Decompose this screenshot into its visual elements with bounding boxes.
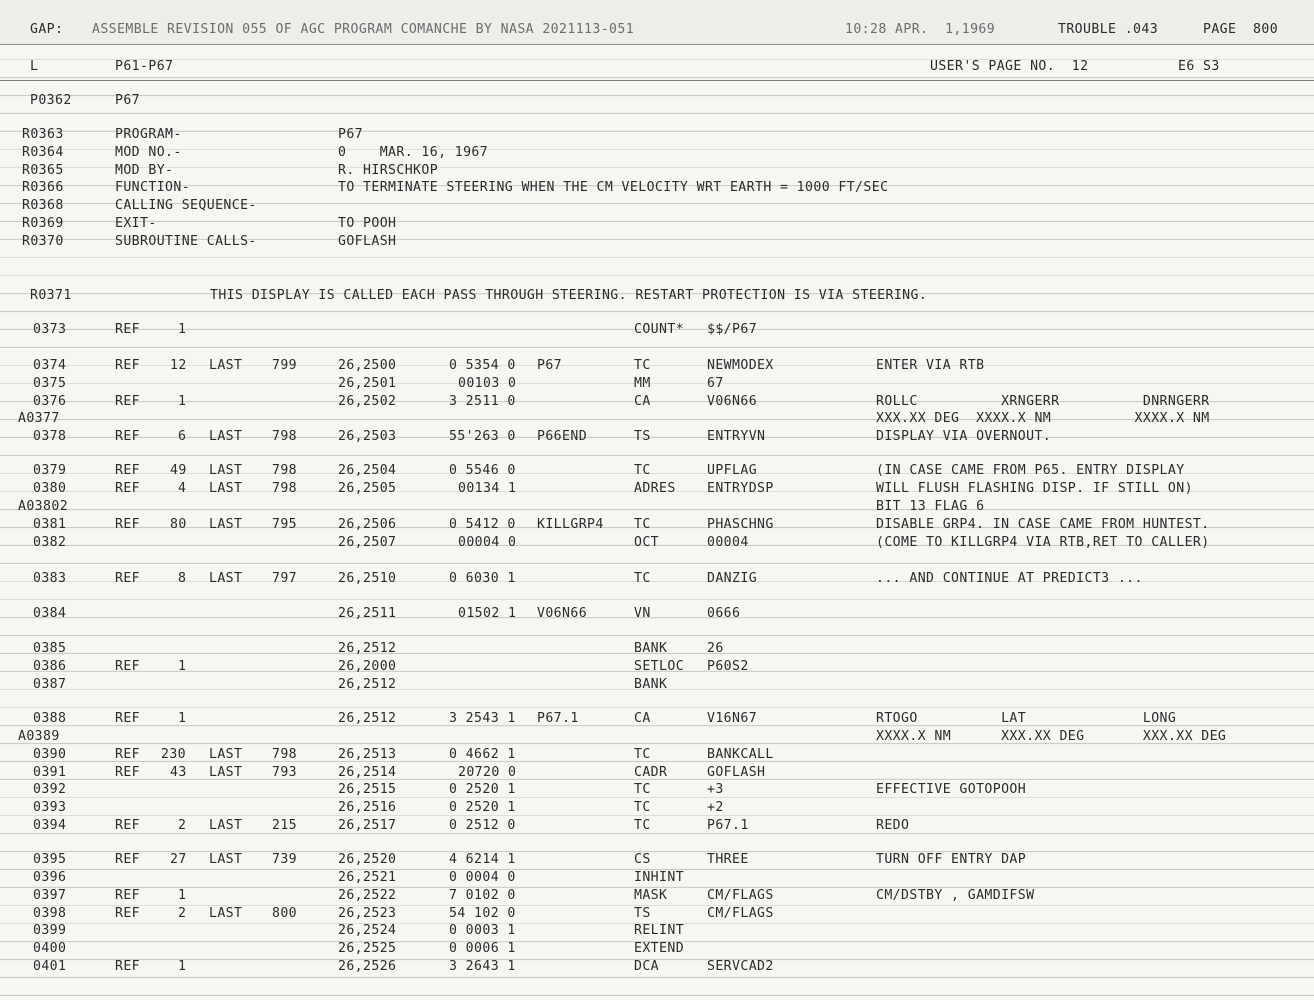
row-opcode: BANK xyxy=(634,677,668,692)
row-ref-marker: REF xyxy=(115,358,141,373)
row-last-page: 215 xyxy=(272,818,298,833)
program-info-id: R0370 xyxy=(22,234,64,249)
row-operand: NEWMODEX xyxy=(707,358,774,373)
row-address: 26,2521 xyxy=(338,870,397,885)
row-opcode: COUNT* xyxy=(634,322,685,337)
row-ref-count: 80 xyxy=(170,517,187,532)
program-info-label: PROGRAM- xyxy=(115,127,182,142)
row-opcode: TS xyxy=(634,429,651,444)
row-line-number: 0385 xyxy=(33,641,67,656)
row-line-number: 0401 xyxy=(33,959,67,974)
row-operand: PHASCHNG xyxy=(707,517,774,532)
row-opcode: ADRES xyxy=(634,481,676,496)
row-opcode: CA xyxy=(634,711,651,726)
row-address: 26,2513 xyxy=(338,747,397,762)
program-info-label: EXIT- xyxy=(115,216,157,231)
row-line-number: A0389 xyxy=(18,729,60,744)
row-line-number: 0393 xyxy=(33,800,67,815)
row-line-number: 0380 xyxy=(33,481,67,496)
row-line-number: 0387 xyxy=(33,677,67,692)
row-opcode: EXTEND xyxy=(634,941,685,956)
row-ref-marker: REF xyxy=(115,959,141,974)
row-line-number: 0388 xyxy=(33,711,67,726)
row-last-marker: LAST xyxy=(209,358,243,373)
row-ref-count: 43 xyxy=(170,765,187,780)
row-ref-marker: REF xyxy=(115,463,141,478)
row-ref-marker: REF xyxy=(115,852,141,867)
row-ref-count: 1 xyxy=(178,322,187,337)
row-address: 26,2523 xyxy=(338,906,397,921)
row-line-number: 0384 xyxy=(33,606,67,621)
row-operand: DANZIG xyxy=(707,571,758,586)
row-address: 26,2522 xyxy=(338,888,397,903)
remark-id: R0371 xyxy=(30,288,72,303)
row-address: 26,2514 xyxy=(338,765,397,780)
row-operand: $$/P67 xyxy=(707,322,758,337)
row-comment: ... AND CONTINUE AT PREDICT3 ... xyxy=(876,571,1143,586)
row-line-number: 0400 xyxy=(33,941,67,956)
row-opcode: CA xyxy=(634,394,651,409)
row-last-marker: LAST xyxy=(209,818,243,833)
program-info-value: TO POOH xyxy=(338,216,397,231)
row-ref-count: 8 xyxy=(178,571,187,586)
row-object-code: 0 0003 1 xyxy=(449,923,516,938)
row-last-page: 799 xyxy=(272,358,298,373)
section-id: P0362 xyxy=(30,93,72,108)
row-comment: EFFECTIVE GOTOPOOH xyxy=(876,782,1027,797)
row-comment: RTOGO LAT LONG xyxy=(876,711,1177,726)
row-operand: BANKCALL xyxy=(707,747,774,762)
row-address: 26,2504 xyxy=(338,463,397,478)
row-address: 26,2517 xyxy=(338,818,397,833)
row-ref-marker: REF xyxy=(115,571,141,586)
header-page-number: PAGE 800 xyxy=(1203,22,1279,37)
row-ref-count: 1 xyxy=(178,394,187,409)
row-operand: GOFLASH xyxy=(707,765,766,780)
program-info-id: R0366 xyxy=(22,180,64,195)
row-operand: SERVCAD2 xyxy=(707,959,774,974)
row-line-number: 0397 xyxy=(33,888,67,903)
row-object-code: 0 0004 0 xyxy=(449,870,516,885)
row-comment: CM/DSTBY , GAMDIFSW xyxy=(876,888,1035,903)
program-info-value: GOFLASH xyxy=(338,234,397,249)
row-last-marker: LAST xyxy=(209,463,243,478)
row-object-code: 00134 1 xyxy=(458,481,517,496)
row-operand: THREE xyxy=(707,852,749,867)
row-line-number: A03802 xyxy=(18,499,69,514)
row-operand: 0666 xyxy=(707,606,741,621)
row-line-number: 0394 xyxy=(33,818,67,833)
row-comment: WILL FLUSH FLASHING DISP. IF STILL ON) xyxy=(876,481,1193,496)
row-operand: V16N67 xyxy=(707,711,758,726)
row-ref-marker: REF xyxy=(115,747,141,762)
row-object-code: 00004 0 xyxy=(458,535,517,550)
row-ref-marker: REF xyxy=(115,888,141,903)
section-name: P67 xyxy=(115,93,141,108)
row-last-page: 798 xyxy=(272,747,298,762)
row-last-page: 798 xyxy=(272,481,298,496)
program-info-value: TO TERMINATE STEERING WHEN THE CM VELOCITY WRT EARTH = 1000 FT/SEC xyxy=(338,180,889,195)
subheader-l-label: L xyxy=(30,59,39,74)
row-last-page: 798 xyxy=(272,429,298,444)
row-address: 26,2500 xyxy=(338,358,397,373)
row-line-number: 0386 xyxy=(33,659,67,674)
row-ref-marker: REF xyxy=(115,659,141,674)
program-info-label: FUNCTION- xyxy=(115,180,191,195)
row-object-code: 0 4662 1 xyxy=(449,747,516,762)
program-info-id: R0365 xyxy=(22,163,64,178)
row-address: 26,2524 xyxy=(338,923,397,938)
row-operand: ENTRYVN xyxy=(707,429,766,444)
row-line-number: 0378 xyxy=(33,429,67,444)
program-info-label: CALLING SEQUENCE- xyxy=(115,198,257,213)
row-label: KILLGRP4 xyxy=(537,517,604,532)
row-comment: ROLLC XRNGERR DNRNGERR xyxy=(876,394,1210,409)
row-comment: BIT 13 FLAG 6 xyxy=(876,499,985,514)
row-object-code: 20720 0 xyxy=(458,765,517,780)
row-address: 26,2511 xyxy=(338,606,397,621)
row-label: V06N66 xyxy=(537,606,588,621)
row-operand: +2 xyxy=(707,800,724,815)
row-opcode: RELINT xyxy=(634,923,685,938)
row-opcode: TC xyxy=(634,782,651,797)
row-ref-marker: REF xyxy=(115,517,141,532)
row-operand: 00004 xyxy=(707,535,749,550)
row-last-marker: LAST xyxy=(209,429,243,444)
row-last-marker: LAST xyxy=(209,747,243,762)
row-object-code: 0 2512 0 xyxy=(449,818,516,833)
row-ref-count: 1 xyxy=(178,659,187,674)
row-ref-count: 1 xyxy=(178,888,187,903)
row-comment: ENTER VIA RTB xyxy=(876,358,985,373)
row-ref-count: 2 xyxy=(178,818,187,833)
row-opcode: TC xyxy=(634,571,651,586)
row-address: 26,2501 xyxy=(338,376,397,391)
row-object-code: 01502 1 xyxy=(458,606,517,621)
row-line-number: 0398 xyxy=(33,906,67,921)
row-comment: (IN CASE CAME FROM P65. ENTRY DISPLAY xyxy=(876,463,1185,478)
row-object-code: 4 6214 1 xyxy=(449,852,516,867)
row-object-code: 3 2543 1 xyxy=(449,711,516,726)
header-title: ASSEMBLE REVISION 055 OF AGC PROGRAM COMANCHE BY NASA 2021113-051 xyxy=(92,22,635,37)
row-line-number: 0390 xyxy=(33,747,67,762)
row-opcode: CADR xyxy=(634,765,668,780)
row-comment: REDO xyxy=(876,818,910,833)
header-trouble: TROUBLE .043 xyxy=(1058,22,1159,37)
row-object-code: 00103 0 xyxy=(458,376,517,391)
program-info-label: MOD BY- xyxy=(115,163,174,178)
row-address: 26,2000 xyxy=(338,659,397,674)
row-last-marker: LAST xyxy=(209,481,243,496)
row-operand: CM/FLAGS xyxy=(707,906,774,921)
row-address: 26,2515 xyxy=(338,782,397,797)
subheader-divider xyxy=(0,80,1314,81)
row-last-page: 793 xyxy=(272,765,298,780)
row-ref-marker: REF xyxy=(115,765,141,780)
row-comment: TURN OFF ENTRY DAP xyxy=(876,852,1027,867)
row-last-page: 798 xyxy=(272,463,298,478)
row-opcode: TC xyxy=(634,463,651,478)
row-object-code: 0 0006 1 xyxy=(449,941,516,956)
row-line-number: 0374 xyxy=(33,358,67,373)
subheader-section: P61-P67 xyxy=(115,59,174,74)
row-object-code: 0 6030 1 xyxy=(449,571,516,586)
program-info-label: SUBROUTINE CALLS- xyxy=(115,234,257,249)
program-info-value: R. HIRSCHKOP xyxy=(338,163,439,178)
row-address: 26,2512 xyxy=(338,711,397,726)
row-last-marker: LAST xyxy=(209,765,243,780)
row-line-number: 0399 xyxy=(33,923,67,938)
row-ref-count: 230 xyxy=(161,747,187,762)
row-opcode: VN xyxy=(634,606,651,621)
row-ref-marker: REF xyxy=(115,394,141,409)
row-operand: +3 xyxy=(707,782,724,797)
row-line-number: A0377 xyxy=(18,411,60,426)
row-address: 26,2505 xyxy=(338,481,397,496)
row-ref-marker: REF xyxy=(115,711,141,726)
row-address: 26,2503 xyxy=(338,429,397,444)
row-label: P66END xyxy=(537,429,588,444)
row-ref-marker: REF xyxy=(115,322,141,337)
row-address: 26,2512 xyxy=(338,641,397,656)
row-ref-marker: REF xyxy=(115,481,141,496)
row-opcode: TC xyxy=(634,517,651,532)
row-comment: DISABLE GRP4. IN CASE CAME FROM HUNTEST. xyxy=(876,517,1210,532)
row-ref-count: 1 xyxy=(178,959,187,974)
row-line-number: 0391 xyxy=(33,765,67,780)
program-info-id: R0369 xyxy=(22,216,64,231)
row-object-code: 55'263 0 xyxy=(449,429,516,444)
row-opcode: MASK xyxy=(634,888,668,903)
row-comment: (COME TO KILLGRP4 VIA RTB,RET TO CALLER) xyxy=(876,535,1210,550)
row-comment: DISPLAY VIA OVERNOUT. xyxy=(876,429,1052,444)
remark-text: THIS DISPLAY IS CALLED EACH PASS THROUGH STEERING. RESTART PROTECTION IS VIA STEERING. xyxy=(210,288,928,303)
row-address: 26,2507 xyxy=(338,535,397,550)
row-object-code: 3 2643 1 xyxy=(449,959,516,974)
row-opcode: CS xyxy=(634,852,651,867)
row-label: P67.1 xyxy=(537,711,579,726)
row-ref-count: 27 xyxy=(170,852,187,867)
row-line-number: 0373 xyxy=(33,322,67,337)
row-address: 26,2526 xyxy=(338,959,397,974)
row-last-page: 797 xyxy=(272,571,298,586)
row-object-code: 0 5546 0 xyxy=(449,463,516,478)
row-line-number: 0392 xyxy=(33,782,67,797)
row-ref-count: 2 xyxy=(178,906,187,921)
row-last-page: 795 xyxy=(272,517,298,532)
subheader-sheet: E6 S3 xyxy=(1178,59,1220,74)
row-line-number: 0375 xyxy=(33,376,67,391)
program-info-id: R0368 xyxy=(22,198,64,213)
row-opcode: TC xyxy=(634,818,651,833)
row-last-marker: LAST xyxy=(209,517,243,532)
row-line-number: 0396 xyxy=(33,870,67,885)
row-address: 26,2520 xyxy=(338,852,397,867)
row-ref-count: 1 xyxy=(178,711,187,726)
row-object-code: 3 2511 0 xyxy=(449,394,516,409)
row-opcode: TS xyxy=(634,906,651,921)
row-ref-count: 49 xyxy=(170,463,187,478)
row-object-code: 54 102 0 xyxy=(449,906,516,921)
row-line-number: 0383 xyxy=(33,571,67,586)
row-opcode: OCT xyxy=(634,535,660,550)
program-info-label: MOD NO.- xyxy=(115,145,182,160)
row-opcode: BANK xyxy=(634,641,668,656)
row-operand: 67 xyxy=(707,376,724,391)
program-info-id: R0364 xyxy=(22,145,64,160)
row-label: P67 xyxy=(537,358,563,373)
program-info-value: P67 xyxy=(338,127,364,142)
row-ref-marker: REF xyxy=(115,818,141,833)
program-info-value: 0 MAR. 16, 1967 xyxy=(338,145,489,160)
row-object-code: 0 2520 1 xyxy=(449,800,516,815)
row-address: 26,2512 xyxy=(338,677,397,692)
row-operand: UPFLAG xyxy=(707,463,758,478)
row-operand: 26 xyxy=(707,641,724,656)
row-opcode: TC xyxy=(634,800,651,815)
row-object-code: 0 5354 0 xyxy=(449,358,516,373)
header-time-date: 10:28 APR. 1,1969 xyxy=(845,22,996,37)
row-line-number: 0381 xyxy=(33,517,67,532)
row-line-number: 0376 xyxy=(33,394,67,409)
row-ref-count: 6 xyxy=(178,429,187,444)
row-ref-marker: REF xyxy=(115,906,141,921)
row-line-number: 0395 xyxy=(33,852,67,867)
row-address: 26,2516 xyxy=(338,800,397,815)
program-info-id: R0363 xyxy=(22,127,64,142)
row-operand: ENTRYDSP xyxy=(707,481,774,496)
row-opcode: TC xyxy=(634,747,651,762)
row-address: 26,2502 xyxy=(338,394,397,409)
row-opcode: TC xyxy=(634,358,651,373)
row-last-page: 739 xyxy=(272,852,298,867)
row-address: 26,2510 xyxy=(338,571,397,586)
row-opcode: DCA xyxy=(634,959,660,974)
row-object-code: 7 0102 0 xyxy=(449,888,516,903)
row-ref-marker: REF xyxy=(115,429,141,444)
row-comment: XXXX.X NM XXX.XX DEG XXX.XX DEG xyxy=(876,729,1227,744)
row-last-marker: LAST xyxy=(209,852,243,867)
row-address: 26,2525 xyxy=(338,941,397,956)
row-last-marker: LAST xyxy=(209,906,243,921)
row-opcode: SETLOC xyxy=(634,659,685,674)
row-address: 26,2506 xyxy=(338,517,397,532)
row-object-code: 0 2520 1 xyxy=(449,782,516,797)
row-ref-count: 12 xyxy=(170,358,187,373)
row-object-code: 0 5412 0 xyxy=(449,517,516,532)
row-operand: P60S2 xyxy=(707,659,749,674)
row-operand: P67.1 xyxy=(707,818,749,833)
subheader-users-page: USER'S PAGE NO. 12 xyxy=(930,59,1089,74)
row-opcode: MM xyxy=(634,376,651,391)
row-line-number: 0382 xyxy=(33,535,67,550)
row-line-number: 0379 xyxy=(33,463,67,478)
row-opcode: INHINT xyxy=(634,870,685,885)
row-last-marker: LAST xyxy=(209,571,243,586)
row-operand: CM/FLAGS xyxy=(707,888,774,903)
header-gap-label: GAP: xyxy=(30,22,64,37)
row-ref-count: 4 xyxy=(178,481,187,496)
row-comment: XXX.XX DEG XXXX.X NM XXXX.X NM xyxy=(876,411,1210,426)
row-last-page: 800 xyxy=(272,906,298,921)
row-operand: V06N66 xyxy=(707,394,758,409)
